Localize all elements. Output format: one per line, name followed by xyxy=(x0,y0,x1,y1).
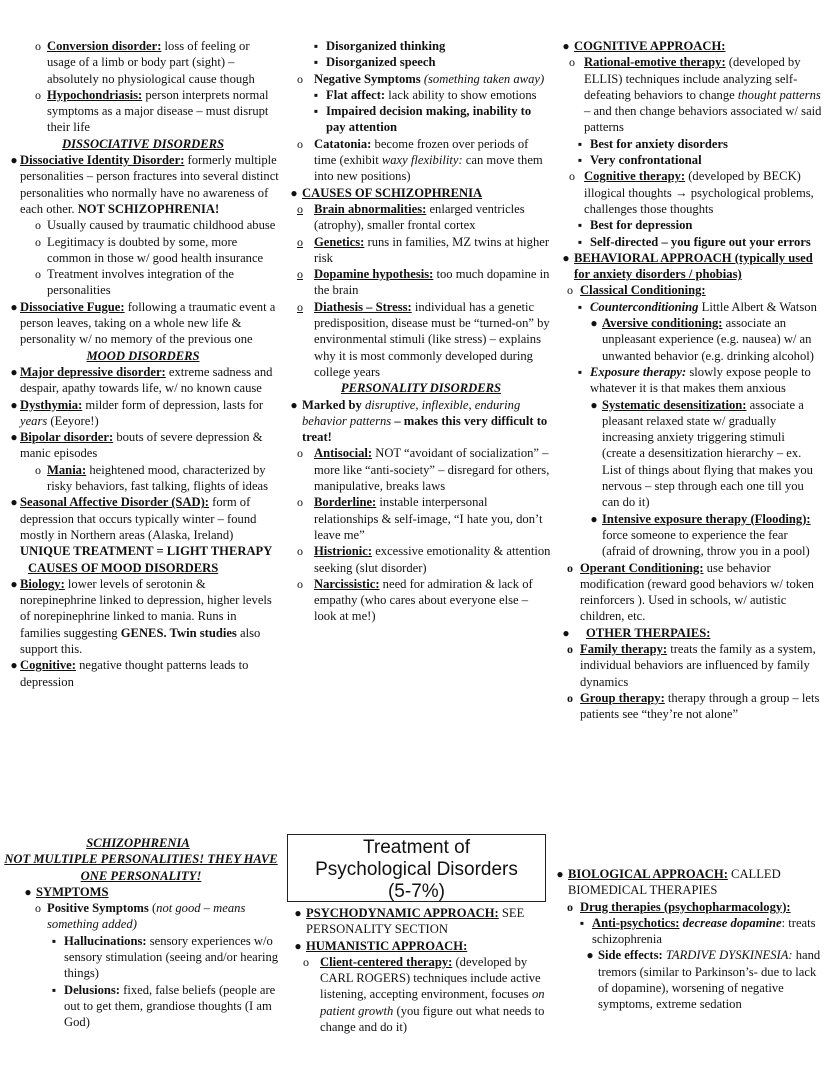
hollow-bullet-icon: o xyxy=(297,576,303,591)
list-item xyxy=(290,38,552,54)
square-bullet-icon: ▪ xyxy=(577,136,583,151)
term-hallucinations: Hallucinations: xyxy=(64,933,147,948)
hollow-bullet-icon: o xyxy=(567,641,573,656)
list-item xyxy=(560,915,822,948)
paren: ( xyxy=(148,901,157,916)
list-item xyxy=(560,54,822,135)
section-heading-behavioral: BEHAVIORAL APPROACH (typically used for anxiety disorders / phobias) xyxy=(574,250,813,282)
list-item xyxy=(560,899,822,915)
list-item xyxy=(6,933,280,982)
filled-bullet-icon: ● xyxy=(10,430,18,445)
definition: individual has a genetic predisposition, disease must be “turned-on” by environmental stimuli (like stress) – explains why it is most commonly developed during college years xyxy=(314,299,550,379)
list-item xyxy=(560,690,822,723)
list-item xyxy=(6,217,280,233)
square-bullet-icon: ▪ xyxy=(577,364,583,379)
definition: associate a pleasant relaxed state w/ gradually increasing anxiety triggering stimuli (create a desensitization hierarchy – ex. List of things about flying that makes you nervous – step through each one till you can do it) xyxy=(602,397,813,510)
definition: force someone to experience the fear (afraid of drowning, throw you in a pool) xyxy=(602,527,810,559)
list-item xyxy=(290,266,552,299)
list-item xyxy=(556,866,822,899)
definition: slowly expose people to whatever it is that makes them anxious xyxy=(590,364,811,396)
definition: therapy through a group – lets patients see “they’re not alone” xyxy=(580,690,820,722)
definition: bouts of severe depression & manic episodes xyxy=(20,430,263,461)
term-classical-conditioning: Classical Conditioning: xyxy=(580,283,706,298)
hollow-bullet-icon: o xyxy=(567,283,573,298)
definition: too much dopamine in the brain xyxy=(314,267,550,298)
term-dopamine: Dopamine hypothesis: xyxy=(314,267,434,282)
text: Marked by xyxy=(302,397,365,412)
list-item xyxy=(560,168,822,217)
list-item xyxy=(560,136,822,152)
section-heading-cognitive: COGNITIVE APPROACH: xyxy=(574,39,726,53)
hollow-bullet-icon: o xyxy=(567,690,573,705)
definition: extreme sadness and despair, apathy towards life, w/ no known cause xyxy=(20,364,273,396)
emphasis: NOT SCHIZOPHRENIA! xyxy=(77,201,220,216)
definition: : treats schizophrenia xyxy=(592,915,816,947)
term-humanistic: HUMANISTIC APPROACH: xyxy=(306,938,468,953)
term-anti-psychotics: Anti-psychotics: xyxy=(592,915,680,930)
note: Very confrontational xyxy=(590,153,702,168)
list-item xyxy=(290,954,552,1035)
term-delusions: Delusions: xyxy=(64,982,120,997)
treatment-approaches-left xyxy=(290,905,552,1035)
term-sad: Seasonal Affective Disorder (SAD): xyxy=(20,495,209,510)
section-heading-mood: MOOD DISORDERS xyxy=(86,348,200,363)
term-did: Dissociative Identity Disorder: xyxy=(20,153,185,168)
definition: sensory experiences w/o sensory stimulation (seeing and/or hearing things) xyxy=(64,933,279,981)
list-item xyxy=(290,445,552,494)
definition: (developed by ELLIS) techniques include analyzing self-defeating behaviors to change xyxy=(584,55,801,102)
list-item xyxy=(560,217,822,233)
symptoms-heading: SYMPTOMS xyxy=(36,884,109,899)
emphasis: (something taken away) xyxy=(420,71,545,86)
hollow-bullet-icon: o xyxy=(297,544,303,559)
filled-bullet-icon: ● xyxy=(10,576,18,591)
term-histrionic: Histrionic: xyxy=(314,544,373,559)
list-item xyxy=(290,905,552,938)
list-item xyxy=(560,315,822,364)
hollow-bullet-icon: o xyxy=(297,299,303,314)
list-item xyxy=(290,71,552,87)
emphasis: not good – means something added) xyxy=(47,901,246,932)
list-item xyxy=(560,234,822,250)
filled-bullet-icon: ● xyxy=(10,658,18,673)
filled-bullet-icon: ● xyxy=(290,397,298,412)
emphasis: disruptive, inflexible, enduring behavior patterns xyxy=(302,397,521,428)
treatment-title-box xyxy=(287,834,546,902)
term-genetics: Genetics: xyxy=(314,234,365,249)
list-item xyxy=(6,494,280,559)
term-flat-affect: Flat affect: xyxy=(326,87,386,102)
hollow-bullet-icon: o xyxy=(297,446,303,461)
list-item xyxy=(560,625,822,641)
list-item xyxy=(560,152,822,168)
emphasis: TARDIVE DYSKINESIA: xyxy=(662,948,793,963)
term-counterconditioning: Counterconditioning xyxy=(590,299,699,314)
filled-bullet-icon: ● xyxy=(562,250,570,265)
section-heading-schizophrenia: SCHIZOPHRENIA xyxy=(86,836,190,850)
list-item xyxy=(560,947,822,1012)
list-item xyxy=(290,201,552,234)
list-item xyxy=(560,364,822,397)
filled-bullet-icon: ● xyxy=(562,39,570,53)
list-item xyxy=(6,397,280,430)
emphasis: decrease dopamine xyxy=(679,915,782,930)
emphasis: UNIQUE TREATMENT = LIGHT THERAPY xyxy=(20,544,273,559)
note: Usually caused by traumatic childhood abuse xyxy=(47,218,276,233)
term-borderline: Borderline: xyxy=(314,495,377,510)
emphasis: on patient growth xyxy=(320,987,545,1018)
hollow-bullet-icon: o xyxy=(35,901,41,916)
hollow-bullet-icon: o xyxy=(297,71,303,86)
list-item xyxy=(6,657,280,690)
biological-approach-section xyxy=(556,866,822,1013)
filled-bullet-icon: ● xyxy=(586,948,594,963)
note: Best for depression xyxy=(590,218,693,233)
definition: become frozen over periods of time (exhibit xyxy=(314,136,529,168)
list-item xyxy=(6,462,280,495)
filled-bullet-icon: ● xyxy=(590,511,598,526)
definition: runs in families, MZ twins at higher risk xyxy=(314,234,550,265)
definition: instable interpersonal relationships & self-image, “I hate you, don’t leave me” xyxy=(314,495,543,542)
list-item xyxy=(6,266,280,299)
definition: NOT “avoidant of socialization” – more like “anti-society” – disregard for others, manipulative, breaks laws xyxy=(314,446,550,494)
hollow-bullet-icon: o xyxy=(35,87,41,102)
term-systematic-desensitization: Systematic desensitization: xyxy=(602,397,747,412)
definition: person interprets normal symptoms as a major disease – must disrupt their life xyxy=(47,87,269,135)
definition: fixed, false beliefs (people are out to get them, grandiose thoughts (I am God) xyxy=(64,982,276,1030)
list-item xyxy=(560,560,822,625)
section-heading-dissociative: DISSOCIATIVE DISORDERS xyxy=(61,136,225,151)
list-item xyxy=(290,136,552,185)
term-exposure-therapy: Exposure therapy: xyxy=(590,364,687,379)
note: Treatment involves integration of the personalities xyxy=(47,267,235,298)
definition: milder form of depression, lasts for xyxy=(82,397,264,412)
term-brain-abnormalities: Brain abnormalities: xyxy=(314,201,427,216)
definition: lower levels of serotonin & norepinephrine linked to depression, higher levels of norepinephrine linked to mania. Runs in families suggesting xyxy=(20,576,272,640)
hollow-bullet-icon: o xyxy=(569,169,575,184)
square-bullet-icon: ▪ xyxy=(51,933,57,948)
term-hypochondriasis: Hypochondriasis: xyxy=(47,87,143,102)
filled-bullet-icon: ● xyxy=(590,316,598,331)
definition: (you figure out what needs to change and do it) xyxy=(320,1003,545,1035)
list-item xyxy=(560,641,822,690)
emphasis: GENES. Twin studies xyxy=(120,625,237,640)
definition: form of depression that occurs typically winter – found mostly in Northern areas (Alaska, Ireland) xyxy=(20,495,257,542)
list-item xyxy=(6,87,280,136)
term-negative-symptoms: Negative Symptoms xyxy=(314,71,421,86)
list-item xyxy=(290,234,552,267)
term-flooding: Intensive exposure therapy (Flooding): xyxy=(602,511,811,526)
square-bullet-icon: ▪ xyxy=(577,218,583,233)
square-bullet-icon: ▪ xyxy=(579,915,585,930)
term-catatonia: Catatonia: xyxy=(314,136,372,151)
section-heading-personality: PERSONALITY DISORDERS xyxy=(340,381,502,396)
filled-bullet-icon: ● xyxy=(294,906,302,920)
term-family-therapy: Family therapy: xyxy=(580,641,668,656)
hollow-bullet-icon: o xyxy=(303,954,309,969)
hollow-bullet-icon: o xyxy=(297,234,303,249)
note: Self-directed – you figure out your errors xyxy=(590,234,811,249)
filled-bullet-icon: ● xyxy=(290,185,298,200)
definition: CALLED BIOMEDICAL THERAPIES xyxy=(568,867,781,898)
definition: also support this. xyxy=(20,625,261,656)
list-item xyxy=(6,900,280,933)
square-bullet-icon: ▪ xyxy=(51,982,57,997)
term-drug-therapies: Drug therapies (psychopharmacology): xyxy=(580,899,791,914)
filled-bullet-icon: ● xyxy=(590,397,598,412)
definition: following a traumatic event a person leaves, taking on a whole new life & personality w/ no memory of the previous one xyxy=(20,299,276,347)
list-item xyxy=(290,397,552,446)
definition: lack ability to show emotions xyxy=(385,87,537,102)
list-item xyxy=(6,152,280,217)
column-2 xyxy=(290,38,552,625)
list-item xyxy=(290,87,552,103)
filled-bullet-icon: ● xyxy=(10,299,18,314)
definition: need for admiration & lack of empathy (who cares about everyone else – look at me!) xyxy=(314,576,533,624)
list-item xyxy=(290,494,552,543)
filled-bullet-icon: ● xyxy=(24,884,32,899)
square-bullet-icon: ▪ xyxy=(313,104,319,119)
term-cognitive-therapy: Cognitive therapy: xyxy=(584,169,686,184)
list-item xyxy=(6,234,280,267)
list-item xyxy=(290,299,552,380)
definition: (developed by CARL ROGERS) techniques include active listening, accepting environment, focuses xyxy=(320,954,541,1002)
term-rational-emotive: Rational-emotive therapy: xyxy=(584,55,726,70)
square-bullet-icon: ▪ xyxy=(577,299,583,314)
list-item xyxy=(290,938,552,954)
term-biological-approach: BIOLOGICAL APPROACH: xyxy=(568,867,728,881)
filled-bullet-icon: ● xyxy=(10,364,18,379)
filled-bullet-icon: ● xyxy=(562,625,570,640)
list-item xyxy=(6,982,280,1031)
hollow-bullet-icon: o xyxy=(297,136,303,151)
term-aversive-conditioning: Aversive conditioning: xyxy=(602,316,723,331)
list-item xyxy=(6,429,280,462)
term-mania: Mania: xyxy=(47,462,87,477)
hollow-bullet-icon: o xyxy=(567,899,573,914)
definition: associate an unpleasant experience (e.g. nausea) w/ an unwanted behavior (e.g. drinking alcohol) xyxy=(602,316,814,363)
term-dysthymia: Dysthymia: xyxy=(20,397,83,412)
list-item xyxy=(6,299,280,348)
term-narcissistic: Narcissistic: xyxy=(314,576,380,591)
emphasis: thought patterns xyxy=(737,87,821,102)
term-cognitive: Cognitive: xyxy=(20,658,76,673)
hollow-bullet-icon: o xyxy=(569,55,575,70)
square-bullet-icon: ▪ xyxy=(313,39,319,53)
term-group-therapy: Group therapy: xyxy=(580,690,665,705)
definition: use behavior modification (reward good behaviors w/ token reinforcers ). Used in schools, w/ autistic children, etc. xyxy=(580,560,814,624)
section-heading-other-therapies: OTHER THERPAIES: xyxy=(586,625,711,640)
list-item xyxy=(560,38,822,54)
list-item xyxy=(6,38,280,87)
list-item xyxy=(560,250,822,283)
hollow-bullet-icon: o xyxy=(297,201,303,216)
emphasis: waxy flexibility: xyxy=(381,153,463,168)
term-diathesis-stress: Diathesis – Stress: xyxy=(314,299,412,314)
section-heading-causes-schizophrenia: CAUSES OF SCHIZOPHRENIA xyxy=(302,185,483,200)
column-3 xyxy=(560,38,822,722)
definition: excessive emotionality & attention seeking (slut disorder) xyxy=(314,544,551,575)
list-item xyxy=(6,576,280,657)
hollow-bullet-icon: o xyxy=(35,267,41,282)
definition: hand tremors (similar to Parkinson’s- due to lack of dopamine), worsening of negative symptoms, extreme sedation xyxy=(598,948,821,1012)
section-subheading: NOT MULTIPLE PERSONALITIES! THEY HAVE ONE PERSONALITY! xyxy=(4,852,278,883)
definition: heightened mood, characterized by risky behaviors, fast talking, flights of ideas xyxy=(47,462,269,494)
title-line: (5-7%) xyxy=(387,881,445,902)
list-item xyxy=(290,543,552,576)
note: Best for anxiety disorders xyxy=(590,136,728,151)
filled-bullet-icon: ● xyxy=(10,397,18,412)
term-conversion-disorder: Conversion disorder: xyxy=(47,39,162,53)
list-item xyxy=(6,884,280,900)
title-line: Treatment of xyxy=(362,837,470,858)
list-item xyxy=(6,364,280,397)
hollow-bullet-icon: o xyxy=(35,462,41,477)
definition: negative thought patterns leads to depression xyxy=(20,658,249,689)
filled-bullet-icon: ● xyxy=(10,495,18,510)
list-item xyxy=(560,282,822,298)
filled-bullet-icon: ● xyxy=(556,867,564,881)
schizophrenia-section xyxy=(6,835,280,1031)
definition: – and then change behaviors associated w/ said patterns xyxy=(584,104,822,135)
term-bipolar: Bipolar disorder: xyxy=(20,430,114,445)
term-antisocial: Antisocial: xyxy=(314,446,373,461)
definition: can move them into new positions) xyxy=(314,153,543,184)
definition: enlarged ventricles (atrophy), smaller frontal cortex xyxy=(314,201,525,233)
term-fugue: Dissociative Fugue: xyxy=(20,299,125,314)
definition: treats the family as a system, individual behaviors are influenced by family dynamics xyxy=(580,641,816,689)
term-positive-symptoms: Positive Symptoms xyxy=(47,901,149,916)
term-operant-conditioning: Operant Conditioning: xyxy=(580,560,704,575)
list-item xyxy=(560,511,822,560)
hollow-bullet-icon: o xyxy=(297,267,303,282)
list-item xyxy=(290,54,552,70)
square-bullet-icon: ▪ xyxy=(313,87,319,102)
title-line: Psychological Disorders xyxy=(315,859,518,880)
list-item xyxy=(290,576,552,625)
term-disorganized-thinking: Disorganized thinking xyxy=(326,39,446,53)
column-1 xyxy=(6,38,280,690)
hollow-bullet-icon: o xyxy=(35,218,41,233)
section-heading-causes-mood: CAUSES OF MOOD DISORDERS xyxy=(28,560,219,575)
term-disorganized-speech: Disorganized speech xyxy=(326,55,436,70)
list-item xyxy=(290,103,552,136)
definition: (Eeyore!) xyxy=(47,413,99,428)
term-impaired-decision: Impaired decision making, inability to pay attention xyxy=(326,104,532,135)
list-item xyxy=(290,185,552,201)
filled-bullet-icon: ● xyxy=(294,938,302,953)
filled-bullet-icon: ● xyxy=(10,153,18,168)
emphasis: years xyxy=(20,413,48,428)
square-bullet-icon: ▪ xyxy=(313,55,319,70)
term-mdd: Major depressive disorder: xyxy=(20,364,166,379)
definition: Little Albert & Watson xyxy=(698,299,817,314)
definition: loss of feeling or usage of a limb or body part (sight) – absolutely no physiological cause though xyxy=(47,39,255,86)
hollow-bullet-icon: o xyxy=(297,495,303,510)
hollow-bullet-icon: o xyxy=(567,560,573,575)
square-bullet-icon: ▪ xyxy=(577,153,583,168)
term-side-effects: Side effects: xyxy=(598,948,663,963)
term-client-centered: Client-centered therapy: xyxy=(320,954,453,969)
hollow-bullet-icon: o xyxy=(35,234,41,249)
hollow-bullet-icon: o xyxy=(35,39,41,53)
square-bullet-icon: ▪ xyxy=(577,234,583,249)
definition: formerly multiple personalities – person fractures into several distinct personalities who normally have no awareness of each other. xyxy=(20,153,279,216)
emphasis: – makes this very difficult to treat! xyxy=(302,413,548,445)
list-item xyxy=(560,397,822,511)
note: Legitimacy is doubted by some, more common in those w/ good health insurance xyxy=(47,234,264,265)
definition: (developed by BECK) illogical thoughts → psychological problems, challenges those thoughts xyxy=(584,169,814,216)
term-psychodynamic: PSYCHODYNAMIC APPROACH: xyxy=(306,906,499,920)
term-biology: Biology: xyxy=(20,576,65,591)
definition: SEE PERSONALITY SECTION xyxy=(306,906,525,937)
list-item xyxy=(560,299,822,315)
